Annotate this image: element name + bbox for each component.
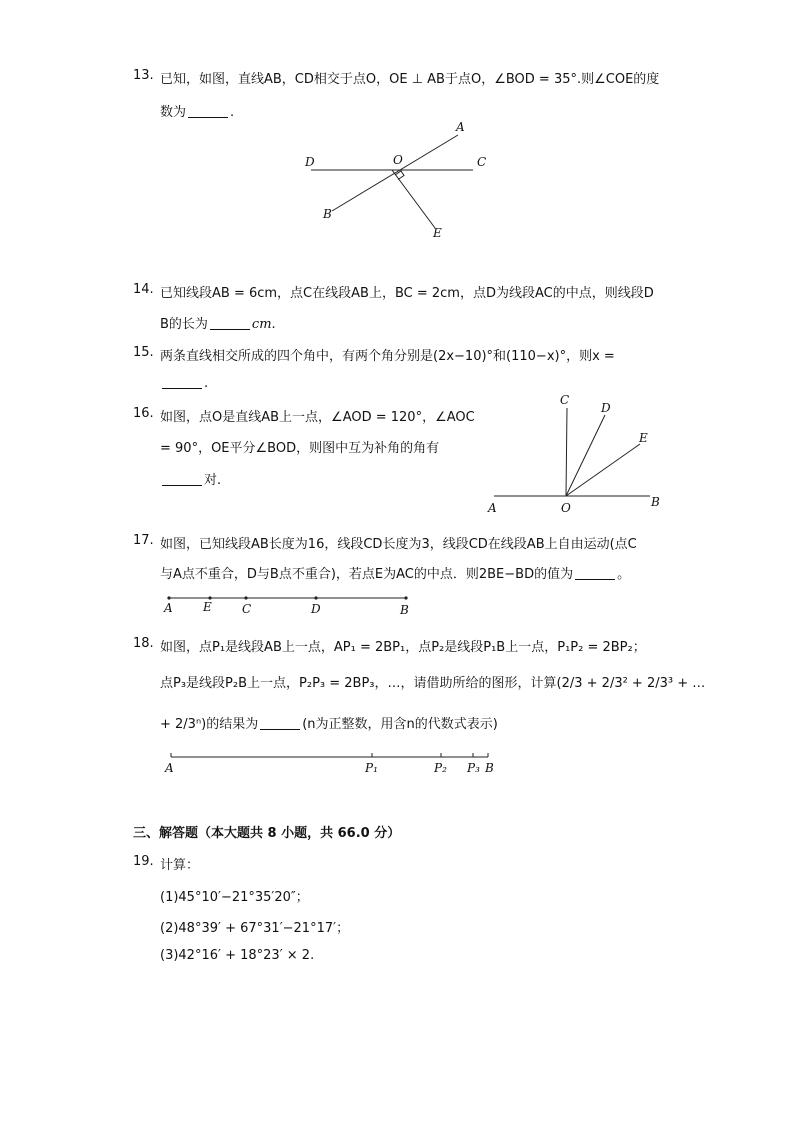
q15-answer-blank[interactable] (162, 387, 202, 389)
q19-item-3: (3)42°16′ + 18°23′ × 2. (160, 948, 315, 963)
q17-label-C: C (242, 602, 252, 616)
q16-figure (480, 390, 670, 520)
q18-number: 18. (133, 636, 154, 651)
q19-title: 计算： (160, 858, 200, 873)
q16-label-O: O (561, 501, 571, 515)
q17-label-D: D (311, 602, 321, 616)
q14-text-line1: 已知线段AB = 6cm，点C在线段AB上，BC = 2cm，点D为线段AC的中点，则线段D (160, 286, 654, 301)
section-3-title: 三、解答题（本大题共 8 小题，共 66.0 分） (133, 826, 401, 841)
q18-label-A: A (165, 761, 174, 775)
q18-text-line3 (160, 713, 498, 732)
q16-number: 16. (133, 406, 154, 421)
q15-text-line2 (160, 376, 208, 391)
q17-text-line2b: 。 (617, 567, 631, 582)
q18-label-P3: P₃ (467, 761, 480, 775)
q17-point-C (244, 596, 247, 599)
q18-figure (160, 748, 505, 780)
q13-label-A: A (456, 120, 465, 134)
q13-answer-blank[interactable] (188, 116, 228, 118)
q17-label-B: B (400, 603, 409, 617)
q15-text-line2b: . (204, 376, 209, 391)
q17-text-line2a: 与A点不重合，D与B点不重合)，若点E为AC的中点．则2BE−BD的值为 (160, 567, 574, 582)
q13-label-E: E (433, 226, 442, 240)
q13-label-O: O (393, 153, 403, 167)
q16-answer-blank[interactable] (162, 484, 202, 486)
q16-label-D: D (601, 401, 611, 415)
q16-text-line2: = 90°，OE平分∠BOD，则图中互为补角的角有 (160, 441, 440, 456)
q17-text-line1: 如图，已知线段AB长度为16，线段CD长度为3，线段CD在线段AB上自由运动(点C (160, 537, 637, 552)
q19-item-1: (1)45°10′−21°35′20″； (160, 890, 309, 905)
q16-label-E: E (639, 431, 648, 445)
q16-label-B: B (651, 495, 660, 509)
q13-label-B: B (323, 207, 332, 221)
q17-figure (160, 588, 420, 620)
q14-text-line2 (160, 313, 276, 332)
q17-label-A: A (164, 601, 173, 615)
q16-ray-oc (566, 408, 567, 496)
q15-text-line1: 两条直线相交所成的四个角中，有两个角分别是(2x−10)°和(110−x)°，则x = (160, 349, 615, 364)
q13-line-ab (332, 135, 458, 211)
q16-text-line3b: 对. (204, 473, 222, 488)
q13-text-line2 (160, 101, 234, 120)
q13-text-line2a: 数为 (160, 105, 187, 120)
q16-label-A: A (488, 501, 497, 515)
q14-number: 14. (133, 282, 154, 297)
q17-point-B (404, 596, 407, 599)
q16-ray-od (566, 415, 605, 496)
q16-ray-oe (566, 444, 640, 496)
q17-number: 17. (133, 533, 154, 548)
q16-text-line3 (160, 469, 221, 488)
q19-item-2: (2)48°39′ + 67°31′−21°17′； (160, 921, 350, 936)
q18-label-P1: P₁ (365, 761, 378, 775)
q19-number: 19. (133, 854, 154, 869)
q17-point-A (167, 596, 170, 599)
q17-answer-blank[interactable] (575, 578, 615, 580)
q18-label-P2: P₂ (434, 761, 447, 775)
q18-text-line3b: (n为正整数，用含n的代数式表示) (302, 717, 498, 732)
q17-point-D (314, 596, 317, 599)
q18-label-B: B (485, 761, 494, 775)
q18-text-line1: 如图，点P₁是线段AB上一点，AP₁ = 2BP₁，点P₂是线段P₁B上一点，P₁P₂ = 2BP₂； (160, 640, 646, 655)
q16-label-C: C (560, 393, 570, 407)
q18-answer-blank[interactable] (260, 728, 300, 730)
q16-text-line1: 如图，点O是直线AB上一点，∠AOD = 120°，∠AOC (160, 410, 475, 425)
q18-text-line2: 点P₃是线段P₂B上一点，P₂P₃ = 2BP₃，…，请借助所给的图形，计算(2/3 + 2/3² + 2/3³ + … (160, 676, 706, 691)
q14-answer-blank[interactable] (210, 328, 250, 330)
q13-number: 13. (133, 68, 154, 83)
q13-text-line2b: . (230, 105, 235, 120)
q18-text-line3a: + 2/3ⁿ)的结果为 (160, 717, 259, 732)
q13-text-line1: 已知，如图，直线AB，CD相交于点O，OE ⊥ AB于点O，∠BOD = 35°.则∠COE的度 (160, 72, 660, 87)
q13-figure (295, 118, 485, 243)
q14-text-line2b: cm. (251, 317, 276, 332)
q14-text-line2a: B的长为 (160, 317, 208, 332)
q15-number: 15. (133, 345, 154, 360)
q17-text-line2 (160, 563, 630, 582)
q13-label-C: C (477, 155, 487, 169)
q17-label-E: E (203, 600, 212, 614)
q13-label-D: D (305, 155, 315, 169)
